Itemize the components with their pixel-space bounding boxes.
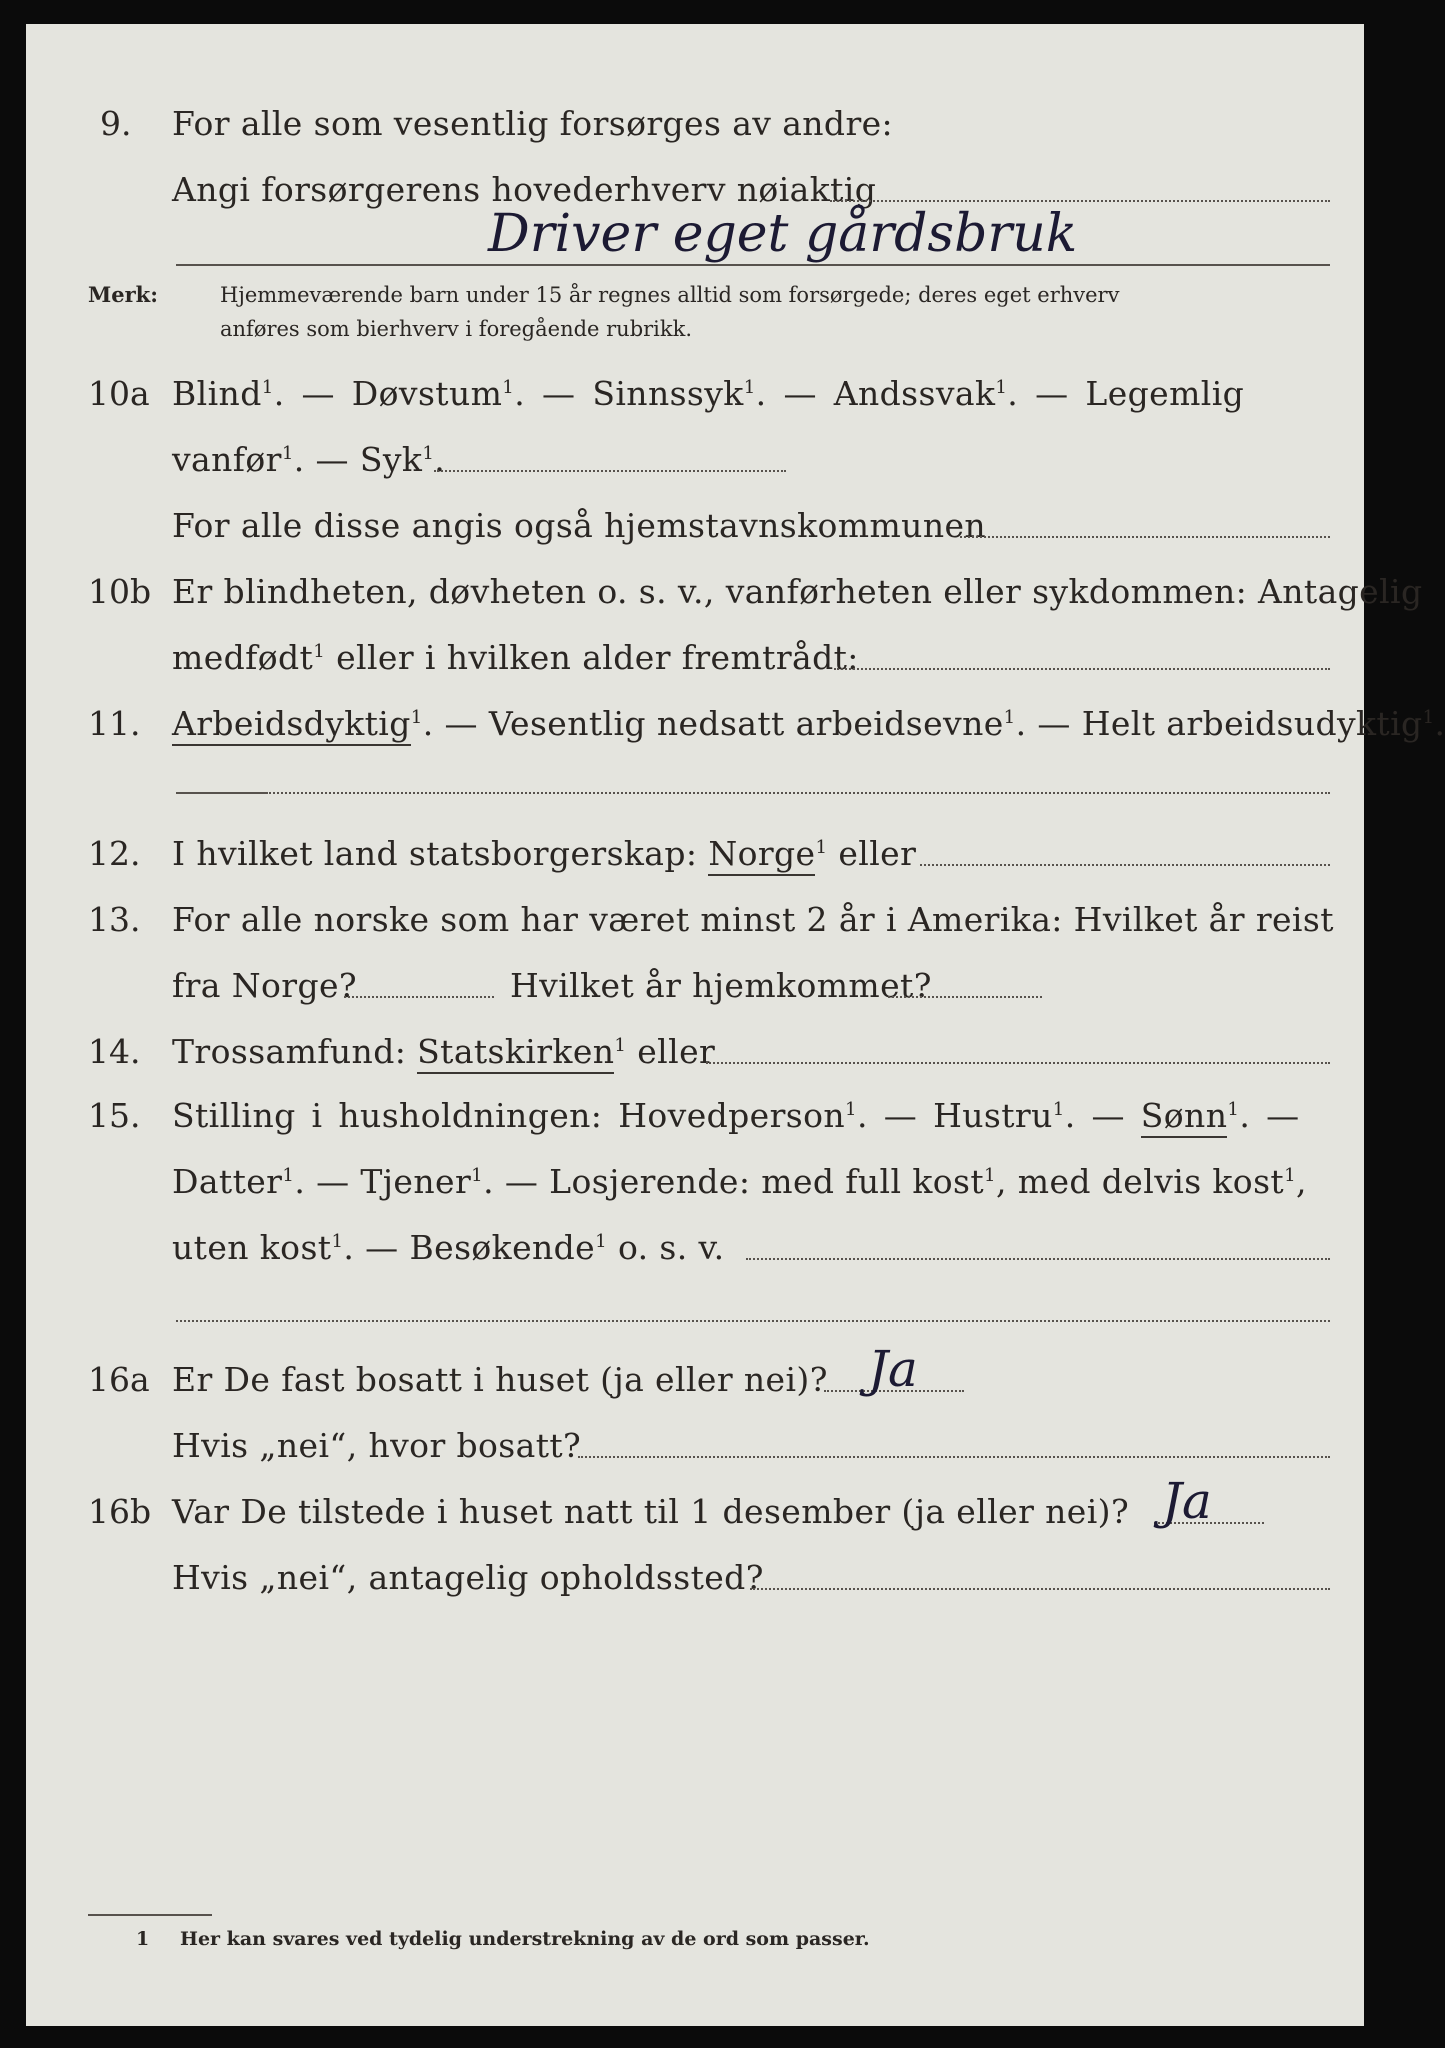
q9-number: 9.: [100, 104, 132, 143]
census-form-page: [26, 24, 1445, 2026]
opt-uten-kost[interactable]: uten kost: [172, 1228, 332, 1267]
opt-dovstum[interactable]: Døvstum: [351, 374, 503, 413]
opt-tjener[interactable]: Tjener: [360, 1162, 472, 1201]
q15-osv: o. s. v.: [617, 1228, 725, 1267]
footnote-ref: 1: [261, 377, 274, 398]
opt-sinnssyk[interactable]: Sinnssyk: [592, 374, 744, 413]
q13-number: 13.: [88, 900, 141, 939]
opt-delvis-kost[interactable]: med delvis kost: [1017, 1162, 1285, 1201]
footnote-separator: [88, 1914, 212, 1916]
footnote-ref: 1: [1284, 1165, 1297, 1186]
q16b-line2: Hvis „nei“, antagelig opholdssted?: [172, 1558, 764, 1597]
footnote-ref: 1: [1003, 707, 1016, 728]
footnote-ref: 1: [845, 1099, 857, 1120]
q9-handwritten-answer: Driver eget gårdsbruk: [488, 204, 1078, 264]
opt-syk[interactable]: Syk: [359, 440, 423, 479]
q11-line: Arbeidsdyktig$^1$. — Vesentlig nedsatt arbeidsevne$^1$. — Helt arbeidsudyktig$^1$.: [172, 704, 1445, 744]
opt-medfodt[interactable]: medfødt: [172, 638, 314, 677]
q10a-line1: Blind$^1$. — Døvstum$^1$. — Sinnssyk$^1$. — Andssvak$^1$. — Legemlig: [172, 374, 1245, 413]
q9-fill-line-1: [830, 200, 1330, 202]
footnote-ref: 1: [815, 837, 828, 858]
q10a-number: 10a: [88, 374, 150, 413]
q15-text: Stilling i husholdningen:: [172, 1096, 603, 1135]
footnote-ref: 1: [282, 1165, 295, 1186]
q13-fill-line-2: [888, 996, 1042, 998]
footnote-ref: 1: [595, 1231, 608, 1252]
q16b-number: 16b: [88, 1492, 152, 1531]
q10b-line1: Er blindheten, døvheten o. s. v., vanførheten eller sykdommen: Antagelig: [172, 572, 1423, 611]
q10b-line2-rest: eller i hvilken alder fremtrådt:: [336, 638, 859, 677]
footnote-ref: 1: [422, 443, 435, 464]
footnote-ref: 1: [313, 641, 326, 662]
q12-number: 12.: [88, 834, 141, 873]
footnote-ref: 1: [1227, 1099, 1240, 1120]
opt-andssvak[interactable]: Andssvak: [833, 374, 996, 413]
q14-fill-line: [706, 1062, 1330, 1064]
footnote-mark: 1: [136, 1928, 150, 1950]
q13-fill-line-1: [344, 996, 494, 998]
q16a-line1: Er De fast bosatt i huset (ja eller nei)?: [172, 1360, 828, 1399]
q15-fill-line-1: [746, 1258, 1330, 1260]
opt-arbeidsdyktig-underlined[interactable]: Arbeidsdyktig: [172, 704, 411, 746]
q11-answer-line-short: [176, 792, 266, 794]
footnote-text: Her kan svares ved tydelig understrekning av de ord som passer.: [180, 1928, 870, 1950]
q10a-line3: For alle disse angis også hjemstavnskommunen: [172, 506, 987, 545]
footnote-ref: 1: [1052, 1099, 1065, 1120]
q15-line2: Datter$^1$. — Tjener$^1$. — Losjerende: med full kost$^1$, med delvis kost$^1$,: [172, 1162, 1307, 1201]
q16b-fill-line-2: [750, 1588, 1330, 1590]
footnote-ref: 1: [471, 1165, 484, 1186]
opt-hustru[interactable]: Hustru: [933, 1096, 1053, 1135]
q13-line1: For alle norske som har været minst 2 år i Amerika: Hvilket år reist: [172, 900, 1334, 939]
q12-fill-line: [920, 864, 1330, 866]
q9-line2: Angi forsørgerens hovederhverv nøiaktig: [172, 170, 877, 209]
q10b-number: 10b: [88, 572, 152, 611]
q10b-fill-line: [834, 668, 1330, 670]
footnote-ref: 1: [995, 377, 1008, 398]
q15-number: 15.: [88, 1096, 141, 1135]
opt-vanfor[interactable]: vanfør: [172, 440, 282, 479]
q11-number: 11.: [88, 704, 141, 743]
footnote-ref: 1: [281, 443, 294, 464]
q10b-line2: [172, 638, 859, 678]
q12-line: [172, 834, 916, 874]
footnote-ref: 1: [614, 1035, 627, 1056]
q16a-fill-line-2: [578, 1456, 1330, 1458]
opt-norge-underlined[interactable]: Norge: [708, 834, 815, 876]
q15-fill-line-2: [176, 1320, 1330, 1322]
merk-label: Merk:: [88, 282, 158, 307]
q14-eller: eller: [637, 1032, 716, 1071]
q10a-fill-line-1: [434, 470, 786, 472]
q15-line3: uten kost$^1$. — Besøkende$^1$ o. s. v.: [172, 1228, 725, 1267]
merk-line2: anføres som bierhverv i foregående rubrikk.: [220, 317, 693, 341]
opt-blind[interactable]: Blind: [172, 374, 262, 413]
opt-arbeidsudyktig[interactable]: Helt arbeidsudyktig: [1081, 704, 1423, 743]
q12-text: I hvilket land statsborgerskap:: [172, 834, 698, 873]
q16a-number: 16a: [88, 1360, 150, 1399]
opt-hovedperson[interactable]: Hovedperson: [618, 1096, 846, 1135]
q9-line1: For alle som vesentlig forsørges av andre:: [172, 104, 894, 143]
q16a-handwritten-answer: Ja: [868, 1340, 918, 1398]
q11-fill-line: [266, 792, 1330, 794]
q9-fill-line-2: [176, 264, 1330, 266]
q10a-fill-line-2: [960, 536, 1330, 538]
footnote-ref: 1: [331, 1231, 344, 1252]
q10a-line2: vanfør$^1$. — Syk$^1$.: [172, 440, 446, 479]
footnote-ref: 1: [984, 1165, 996, 1186]
footnote-ref: 1: [743, 377, 756, 398]
opt-besokende[interactable]: Besøkende: [409, 1228, 596, 1267]
q14-number: 14.: [88, 1032, 141, 1071]
opt-statskirken-underlined[interactable]: Statskirken: [417, 1032, 614, 1074]
q16b-line1: Var De tilstede i huset natt til 1 desember (ja eller nei)?: [172, 1492, 1130, 1531]
opt-legemlig[interactable]: Legemlig: [1085, 374, 1245, 413]
q12-eller: eller: [838, 834, 917, 873]
q16a-line2: Hvis „nei“, hvor bosatt?: [172, 1426, 582, 1465]
opt-sonn-underlined[interactable]: Sønn: [1141, 1096, 1228, 1138]
merk-line1: Hjemmeværende barn under 15 år regnes alltid som forsørgede; deres eget erhverv: [220, 283, 1120, 307]
q13-part1: fra Norge?: [172, 966, 358, 1005]
footnote-ref: 1: [410, 707, 423, 728]
q13-part2: Hvilket år hjemkommet?: [510, 966, 932, 1005]
opt-losjerende[interactable]: Losjerende: med full kost: [549, 1162, 985, 1201]
q14-line: [172, 1032, 715, 1072]
footnote-ref: 1: [1422, 707, 1435, 728]
footnote-ref: 1: [502, 377, 515, 398]
opt-datter[interactable]: Datter: [172, 1162, 283, 1201]
q15-line1: Stilling i husholdningen: Hovedperson$^1$. — Hustru$^1$. — Sønn$^1$. —: [172, 1096, 1300, 1136]
q14-text: Trossamfund:: [172, 1032, 407, 1071]
opt-nedsatt[interactable]: Vesentlig nedsatt arbeidsevne: [488, 704, 1004, 743]
q16b-handwritten-answer: Ja: [1162, 1472, 1212, 1530]
